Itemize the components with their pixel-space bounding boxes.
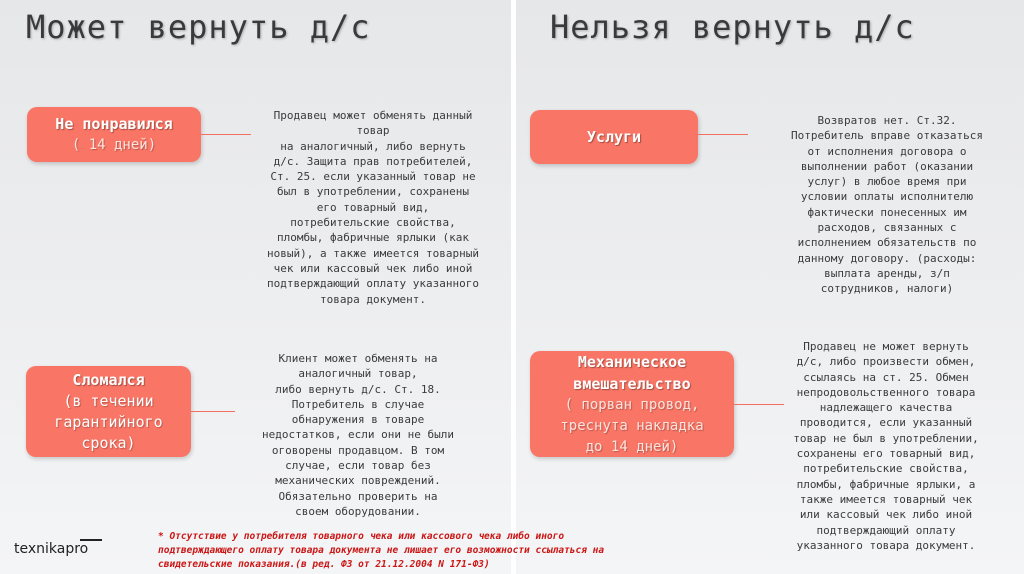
card-services — [530, 110, 698, 164]
desc-broken: Клиент может обменять на аналогичный товар, либо вернуть д/с. Ст. 18. Потребитель в случае обнаружения в товаре недостатков, если они не были оговорены продавцом. В том случае, если товар без механических повреждений. Обязательно проверить на своем оборудовании. — [261, 352, 455, 518]
left-heading: Может вернуть д/с — [26, 8, 371, 46]
card-broken-sub: (в течении гарантийного срока) — [54, 391, 163, 452]
card-broken-title: Сломался — [72, 370, 145, 389]
footnote: * Отсутствие у потребителя товарного чека или кассового чека либо иного подтверждающего оплату товара документа не лишает его возможности ссылаться на свидетельские показания.(в ред. ФЗ от 21.12.2004 N 171-ФЗ) — [158, 531, 605, 570]
card-mechanical-sub: ( порван провод, треснута накладка до 14 дней) — [560, 396, 704, 455]
desc-mechanical: Продавец не может вернуть д/с, либо произвести обмен, ссылаясь на ст. 25. Обмен непродовольственного товара надлежащего качества проводится, если указанный товар не был в употреблении, сохранены его товарный вид, потребительские свойства, пломбы, фабричные ярлыки, а также имеется товарный чек или кассовый чек либо иной подтверждающий оплату указанного товара документ. — [793, 340, 979, 552]
connector-broken — [191, 411, 235, 412]
right-heading: Нельзя вернуть д/с — [550, 8, 915, 46]
card-mechanical-title: Механическое вмешательство — [573, 352, 691, 393]
card-disliked-title: Не понравился — [55, 114, 173, 133]
card-broken — [26, 366, 191, 457]
card-services-title: Услуги — [586, 127, 642, 146]
desc-services: Возвратов нет. Ст.32. Потребитель вправе отказаться от исполнения договора о выполнении работ (оказании услуг) в любое время при условии оплаты исполнителю фактически понесенных им расходов, связанных с исполнением обязательств по данному договору. (расходы: выплата аренды, з/п сотрудников, налоги) — [790, 114, 984, 296]
brand-logo-text: texnikapro — [14, 541, 89, 557]
card-disliked — [27, 107, 201, 162]
card-disliked-sub: ( 14 дней) — [71, 136, 157, 153]
logo-accent-bar — [80, 539, 102, 541]
connector-services — [698, 134, 748, 135]
card-mechanical — [530, 351, 734, 457]
desc-disliked: Продавец может обменять данный товар на аналогичный, либо вернуть д/с. Защита прав потребителей, Ст. 25. если указанный товар не был в употреблении, сохранены его товарный вид, потребительские свойства, пломбы, фабричные ярлыки (как новый), а также имеется товарный чек или кассовый чек либо иной подтверждающий оплату указанного товара документ. — [267, 109, 479, 306]
brand-logo — [14, 541, 88, 557]
